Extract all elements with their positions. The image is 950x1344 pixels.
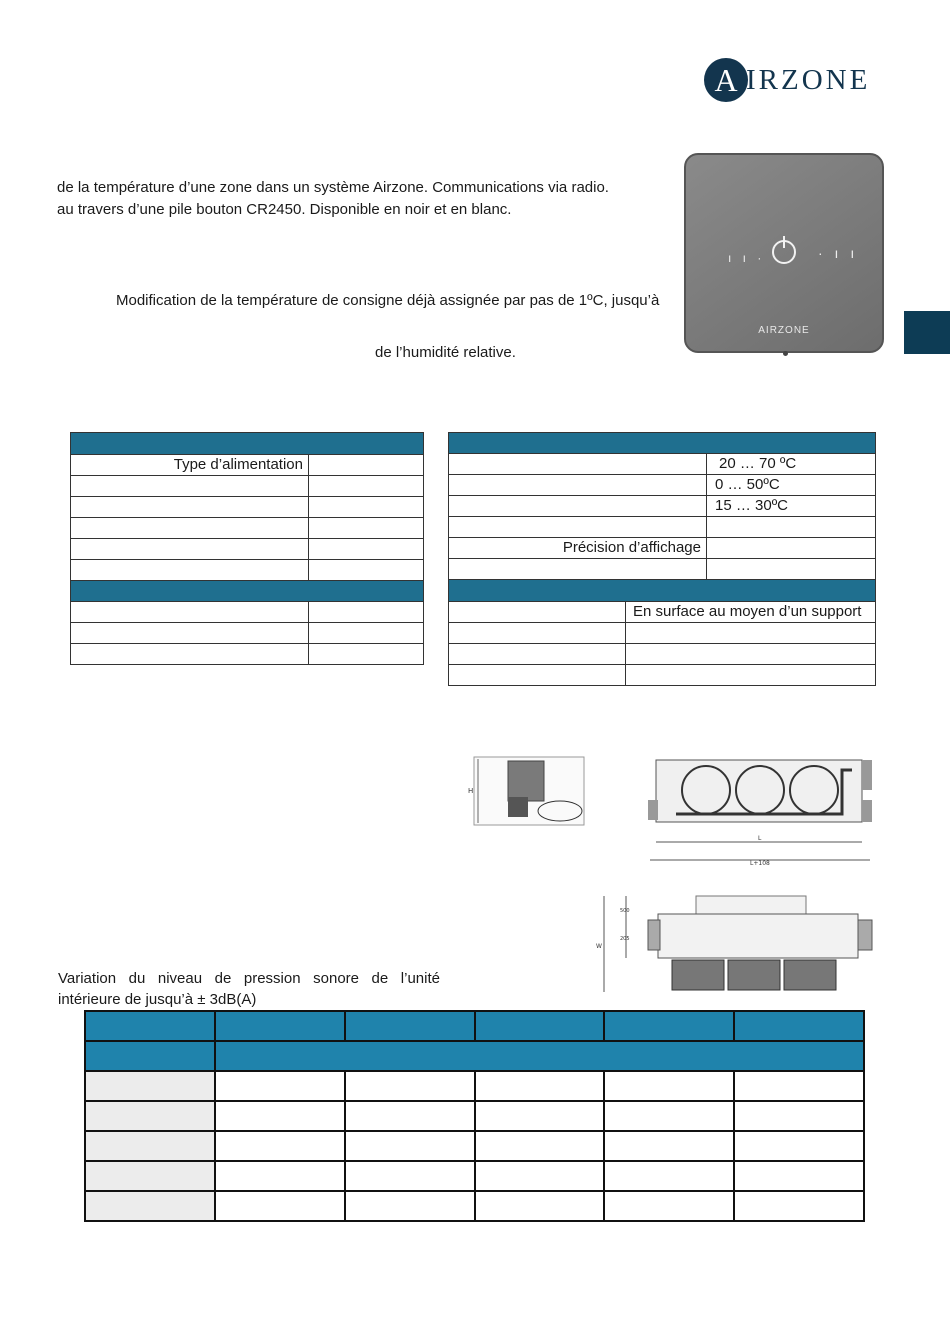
sound-level-table bbox=[84, 1010, 865, 1222]
device-led bbox=[783, 351, 788, 356]
power-icon bbox=[772, 240, 796, 264]
section-tab bbox=[904, 311, 950, 354]
intro-line-3: Modification de la température de consigne déjà assignée par pas de 1ºC, jusqu’à bbox=[116, 292, 660, 309]
display-precision-label: Précision d’affichage bbox=[449, 538, 707, 559]
dim-l: L bbox=[758, 835, 762, 842]
intro-line-1: de la température d’une zone dans un système Airzone. Communications via radio. bbox=[57, 179, 609, 196]
mounting-value: En surface au moyen d’un support bbox=[626, 602, 876, 623]
logo-mark: A bbox=[704, 58, 748, 102]
dim-w: W bbox=[596, 943, 602, 950]
mounting-table bbox=[448, 579, 876, 686]
dim-500: 500 bbox=[620, 908, 630, 914]
airzone-logo bbox=[704, 56, 874, 104]
temp-range-2: 0 … 50ºC bbox=[707, 475, 876, 496]
dim-l108: L+108 bbox=[750, 860, 770, 867]
top-view-drawing bbox=[646, 756, 876, 868]
decrease-bars-icon: ı ı · bbox=[728, 251, 766, 265]
dim-205: 205 bbox=[620, 936, 630, 942]
sound-line-2: intérieure de jusqu’à ± 3dB(A) bbox=[58, 991, 257, 1008]
logo-wordmark: IRZONE bbox=[746, 64, 871, 96]
intro-line-2: au travers d’une pile bouton CR2450. Disponible en noir et en blanc. bbox=[57, 201, 512, 218]
device-brand: AIRZONE bbox=[758, 325, 810, 336]
sound-line-1: Variation du niveau de pression sonore de l’unité bbox=[58, 970, 440, 987]
thermostat-photo bbox=[684, 153, 884, 353]
dim-h: H bbox=[468, 787, 474, 795]
intro-line-4: de l’humidité relative. bbox=[375, 344, 516, 361]
temp-range-3: 15 … 30ºC bbox=[707, 496, 876, 517]
power-type-label: Type d’alimentation bbox=[71, 455, 309, 476]
temp-range-1: 20 … 70 ºC bbox=[707, 454, 876, 475]
right-spec-table bbox=[448, 432, 876, 580]
increase-bars-icon: · ı ı bbox=[818, 245, 859, 261]
left-spec-table bbox=[70, 432, 424, 665]
front-view-drawing bbox=[596, 892, 878, 996]
side-view-drawing bbox=[468, 753, 590, 828]
